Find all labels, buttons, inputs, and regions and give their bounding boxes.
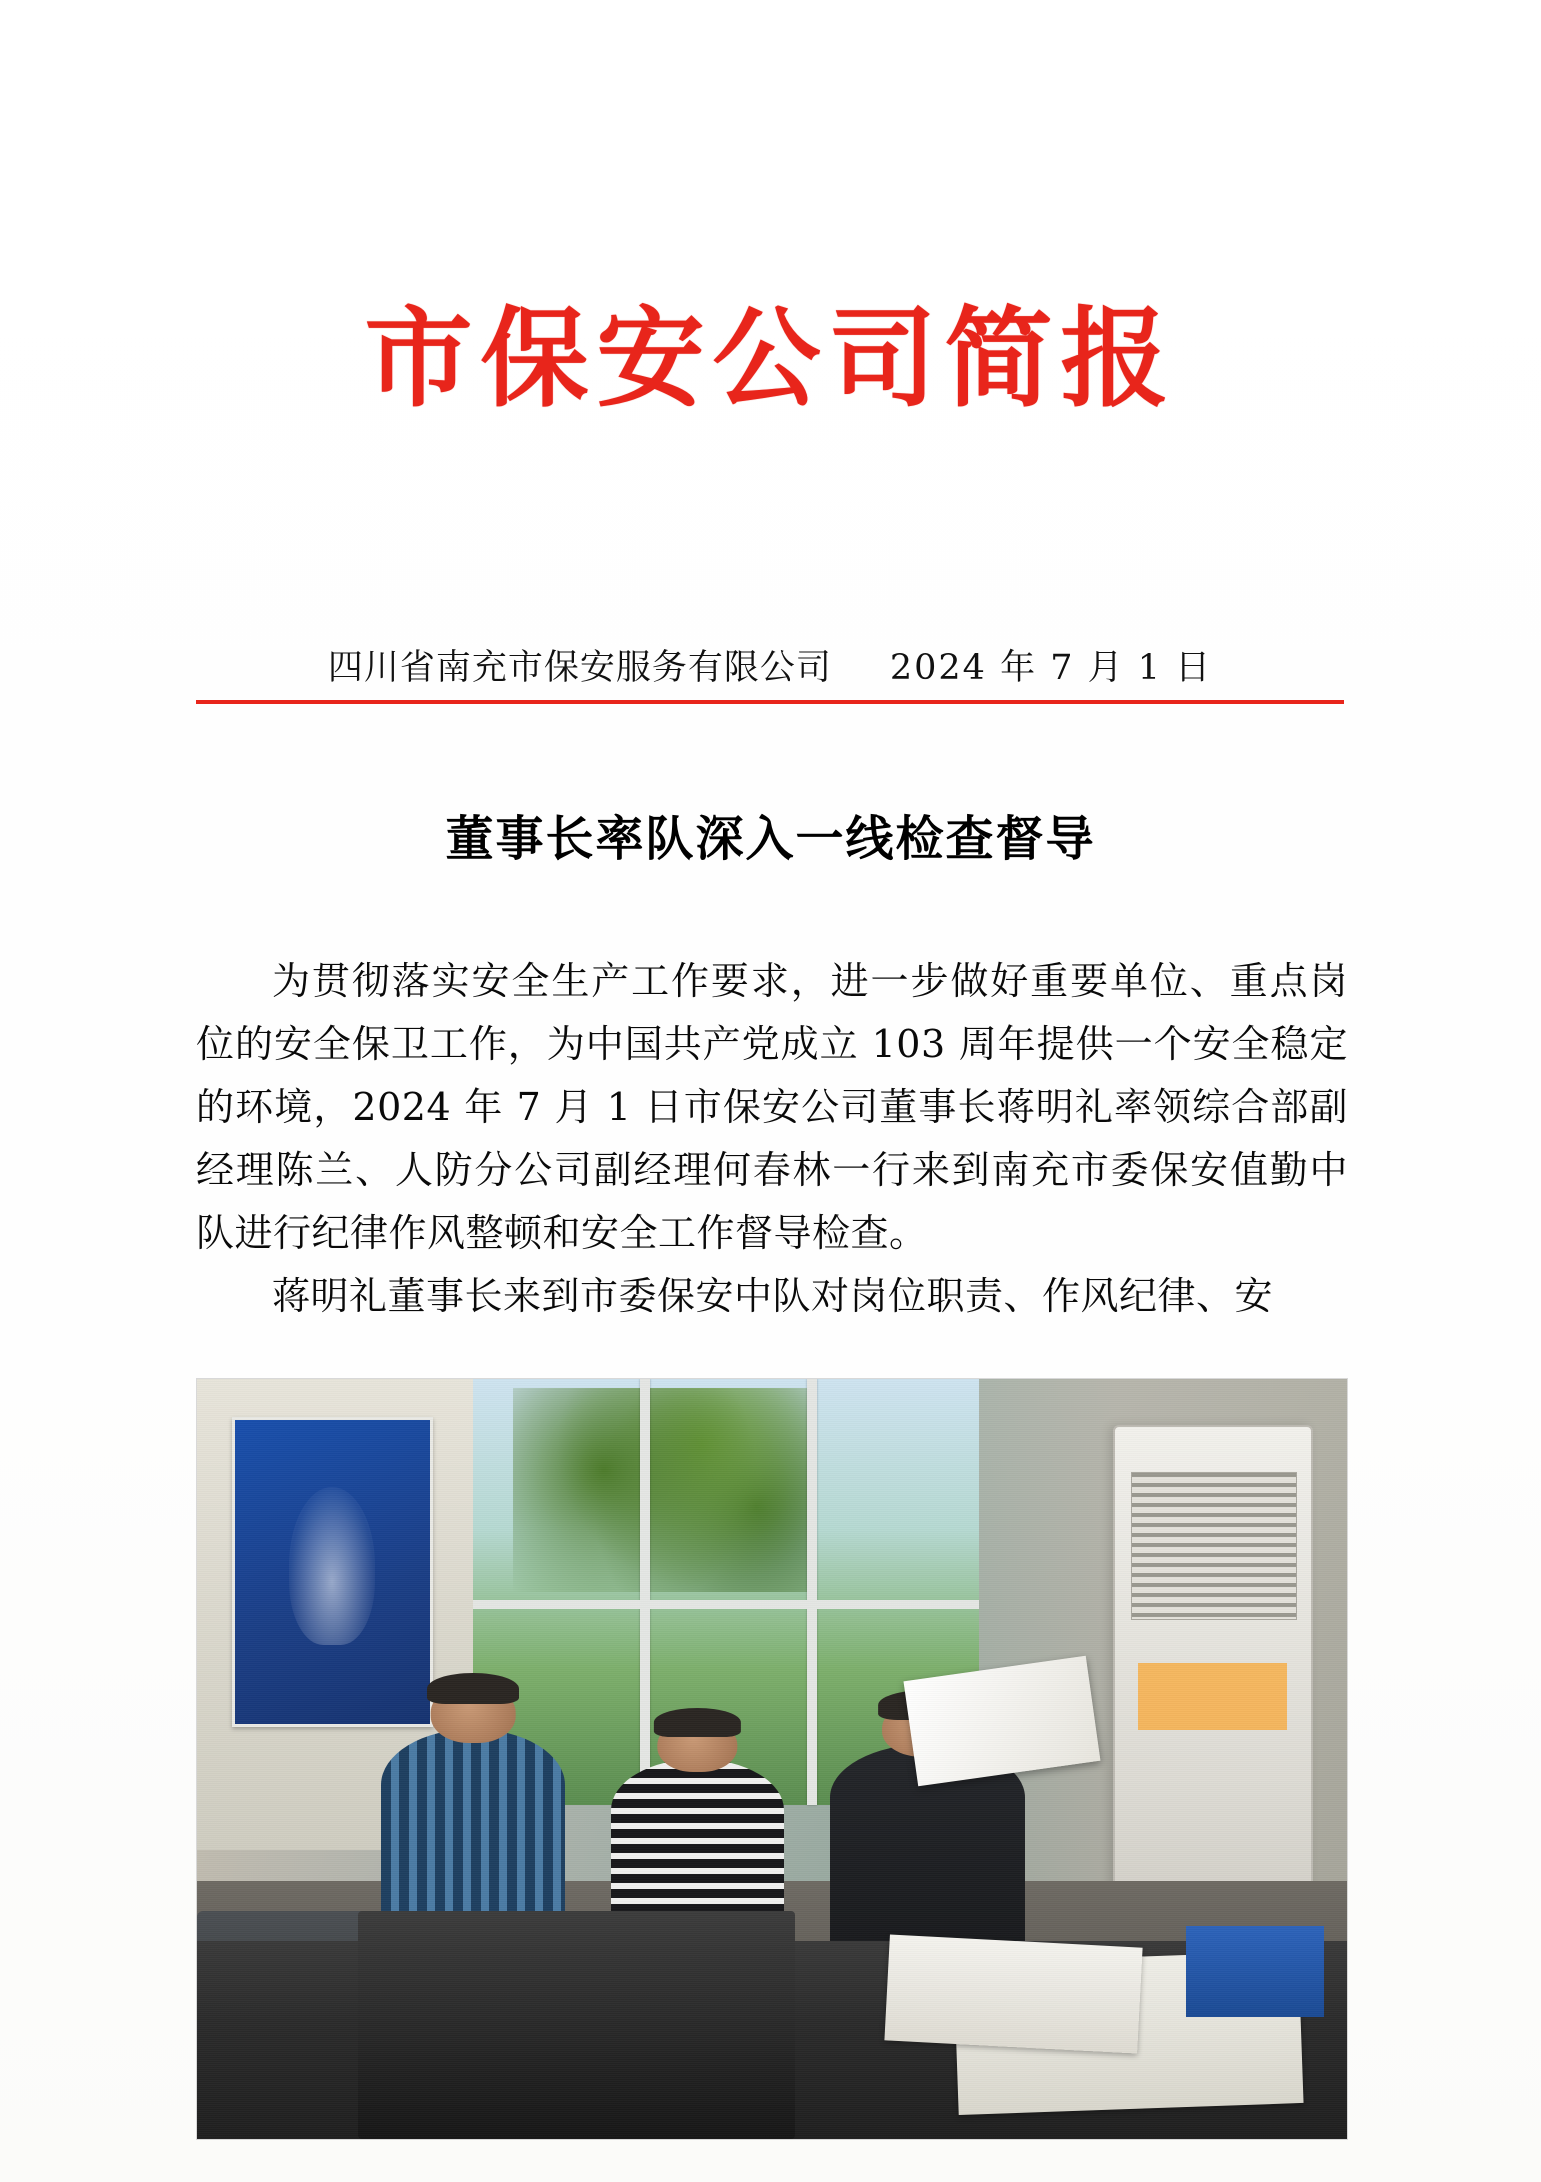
issue-date: 2024 年 7 月 1 日 <box>889 648 1213 688</box>
photo-binder <box>1186 1926 1324 2017</box>
photo-monitor <box>358 1911 795 2139</box>
photo-foliage <box>513 1388 817 1592</box>
photo-ac-panel <box>1138 1663 1287 1730</box>
masthead <box>0 296 1541 422</box>
article-headline: 董事长率队深入一线检查督导 <box>445 811 1096 867</box>
photo-poster-board <box>232 1417 434 1727</box>
issuing-organization: 四川省南充市保安服务有限公司 <box>327 648 832 688</box>
issue-line <box>196 640 1344 690</box>
photo-window-mullion <box>640 1379 650 1805</box>
masthead-title: 市保安公司简报 <box>364 296 1177 422</box>
article-photo <box>196 1378 1348 2140</box>
article-body <box>196 950 1348 1328</box>
photo-person-hair <box>427 1673 519 1704</box>
photo-window-mullion <box>473 1600 979 1609</box>
masthead-divider-rule <box>196 700 1344 704</box>
photo-ac-grill <box>1131 1472 1297 1620</box>
photo-scene <box>197 1379 1347 2139</box>
photo-window-mullion <box>807 1379 817 1805</box>
photo-person-hair <box>654 1708 740 1737</box>
body-paragraph-1: 为贯彻落实安全生产工作要求，进一步做好重要单位、重点岗位的安全保卫工作，为中国共产党成立 103 周年提供一个安全稳定的环境，2024 年 7 月 1 日市保安公司董事长蒋明礼率领综合部副经理陈兰、人防分公司副经理何春林一行来到南充市委保安值勤中队进行纪律作风整顿和安全工作督导检查。 <box>196 959 1348 1255</box>
body-paragraph-2: 蒋明礼董事长来到市委保安中队对岗位职责、作风纪律、安 <box>272 1274 1274 1318</box>
photo-papers-secondary <box>884 1935 1142 2054</box>
